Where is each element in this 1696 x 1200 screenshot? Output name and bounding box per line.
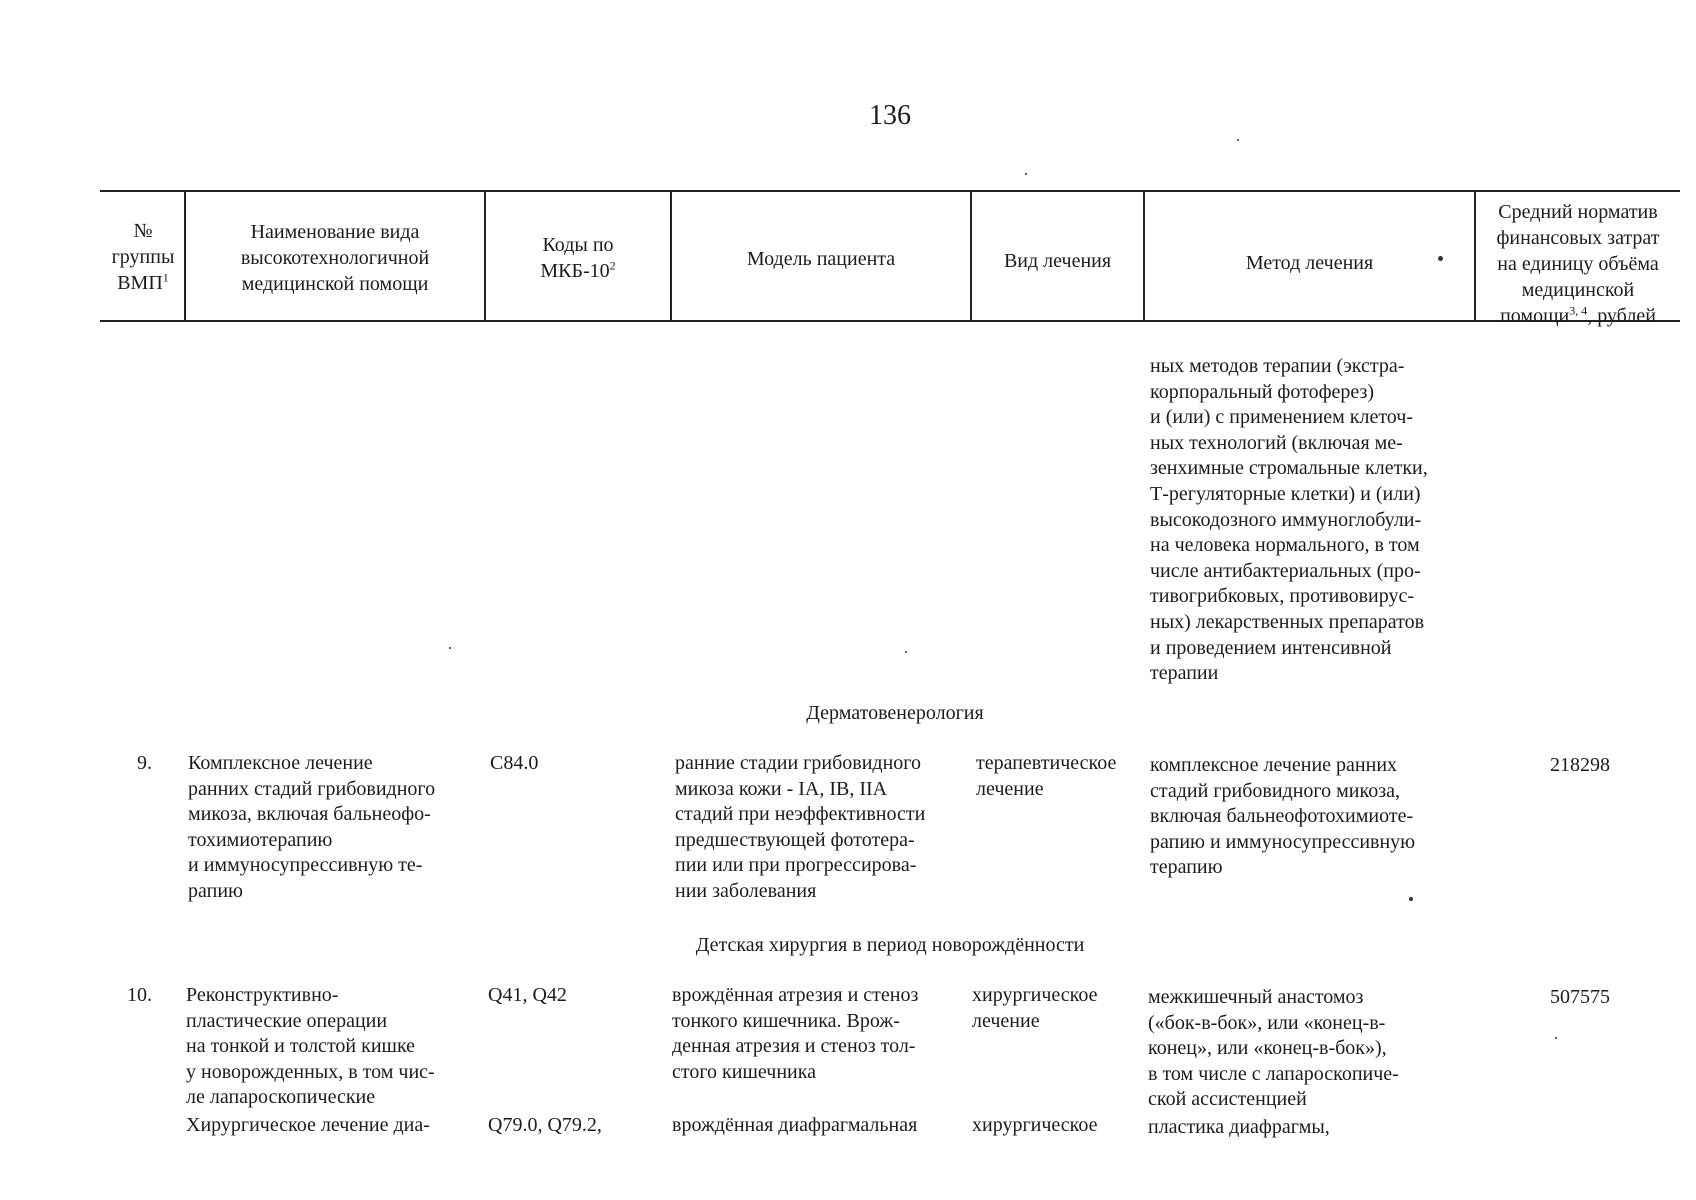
- section-title-dermatology: Дерматовенерология: [806, 702, 984, 724]
- scan-speck: [1409, 897, 1413, 901]
- row-10-codes: Q41, Q42: [488, 984, 567, 1006]
- header-top-rule: [100, 190, 1680, 192]
- header-avg-cost-text: Средний норматив финансовых затрат на единицу объёма медицинской помощи: [1496, 201, 1660, 327]
- scan-speck: [1438, 256, 1443, 261]
- header-icd-codes-footnote: 2: [609, 258, 616, 273]
- header-treatment-method: Метод лечения: [1245, 252, 1374, 274]
- scan-speck: [449, 647, 451, 649]
- header-avg-cost: [1476, 199, 1680, 329]
- header-icd-codes: [486, 232, 670, 284]
- page-number: 136: [869, 100, 911, 131]
- row-10-name: Реконструктивно- пластические операции на тонкой и толстой кишке у новорожденных, в том чис- ле лапароскопические: [186, 984, 435, 1109]
- header-avg-cost-tail: , рублей: [1587, 305, 1656, 327]
- scan-speck: [905, 651, 907, 653]
- row-10-number: 10.: [127, 984, 152, 1006]
- row-9-type: терапевтическое лечение: [976, 752, 1117, 800]
- row-10-type: хирургическое лечение: [972, 984, 1098, 1032]
- scan-speck: [1025, 173, 1027, 175]
- header-group-no-footnote: 1: [162, 270, 169, 285]
- continuation-method-text: ных методов терапии (экстра- корпоральный фотоферез) и (или) с применением клеточ- ных технологий (включая ме- зенхимные стромальные клетки, Т-регуляторные клетки) и (или) высокодозного иммуноглобули- на человека нормального, в том числе антибактериальных (про- тивогрибковых, противовирус- ных) лекарственных препаратов и проведением интенсивной терапии: [1150, 355, 1428, 685]
- row-9-number: 9.: [137, 752, 152, 774]
- header-vmp-name: Наименование вида высокотехнологичной медицинской помощи: [240, 221, 430, 295]
- row-9-cost: 218298: [1550, 754, 1610, 776]
- row-11-method: пластика диафрагмы,: [1148, 1116, 1330, 1138]
- scan-speck: [1555, 1037, 1557, 1039]
- scan-speck: [1237, 139, 1239, 141]
- row-11-codes: Q79.0, Q79.2,: [488, 1114, 602, 1136]
- header-avg-cost-footnote: 3, 4: [1569, 303, 1588, 318]
- row-10-method: межкишечный анастомоз («бок-в-бок», или «конец-в- конец», или «конец-в-бок»), в том числе с лапароскопиче- ской ассистенцией: [1148, 986, 1399, 1111]
- row-9-codes: C84.0: [490, 752, 539, 774]
- row-11-name: Хирургическое лечение диа-: [186, 1114, 430, 1136]
- header-group-no: [100, 218, 186, 296]
- row-9-name: Комплексное лечение ранних стадий грибовидного микоза, включая бальнеофо- тохимиотерапию и иммуносупрессивную те- рапию: [188, 752, 436, 902]
- header-icd-codes-text: Коды по МКБ-10: [540, 234, 614, 282]
- row-9-method: комплексное лечение ранних стадий грибовидного микоза, включая бальнеофотохимиоте- рапию и иммуносупрессивную терапию: [1150, 754, 1416, 879]
- header-patient-model: Модель пациента: [746, 248, 896, 270]
- header-group-no-text: № группы ВМП: [111, 220, 175, 294]
- row-10-cost: 507575: [1550, 986, 1610, 1008]
- header-treatment-type: Вид лечения: [1003, 250, 1112, 272]
- row-11-model: врождённая диафрагмальная: [672, 1114, 918, 1136]
- row-9-model: ранние стадии грибовидного микоза кожи - IA, IB, IIA стадий при неэффективности предшествующей фототера- пии или при прогрессирова- нии заболевания: [675, 752, 926, 902]
- row-10-model: врождённая атрезия и стеноз тонкого кишечника. Врож- денная атрезия и стеноз тол- стого кишечника: [672, 984, 919, 1083]
- header-bottom-rule: [100, 320, 1680, 322]
- row-11-type: хирургическое: [972, 1114, 1098, 1136]
- section-title-neonatal-surgery: Детская хирургия в период новорождённости: [695, 934, 1085, 956]
